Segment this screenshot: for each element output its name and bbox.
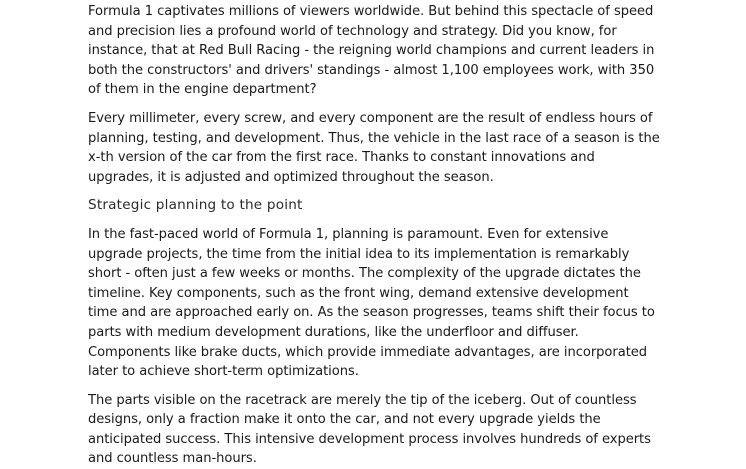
paragraph-detail: Every millimeter, every screw, and every component are the result of endless hours of planning, testing, and development. Thus, the vehicle in the last race of a season is the x-th version of the car from the first race. Thanks to constant innovations and upgrades, it is adjusted and optimized throughout the season. (88, 110, 660, 185)
section-heading-strategic-planning: Strategic planning to the point (88, 197, 303, 214)
paragraph-planning: In the fast-paced world of Formula 1, planning is paramount. Even for extensive upgrade projects, the time from the initial idea to its implementation is remarkably short - often just a few weeks or months. The complexity of the upgrade dictates the timeline. Key components, such as the front wing, demand extensive development time and are approached early on. As the season progresses, teams shift their focus to parts with medium development durations, like the underfloor and diffuser. Components like brake ducts, which provide immediate advantages, are incorporated later to achieve short-term optimizations. (88, 226, 655, 380)
article-body (88, 2, 660, 469)
paragraph-iceberg: The parts visible on the racetrack are merely the tip of the iceberg. Out of countless designs, only a fraction make it onto the car, and not every upgrade yields the anticipated success. This intensive development process involves hundreds of experts and countless man-hours. (88, 392, 651, 467)
paragraph-intro: Formula 1 captivates millions of viewers worldwide. But behind this spectacle of speed and precision lies a profound world of technology and strategy. Did you know, for instance, that at Red Bull Racing - the reigning world champions and current leaders in both the constructors' and drivers' standings - almost 1,100 employees work, with 350 of them in the engine department? (88, 4, 655, 98)
